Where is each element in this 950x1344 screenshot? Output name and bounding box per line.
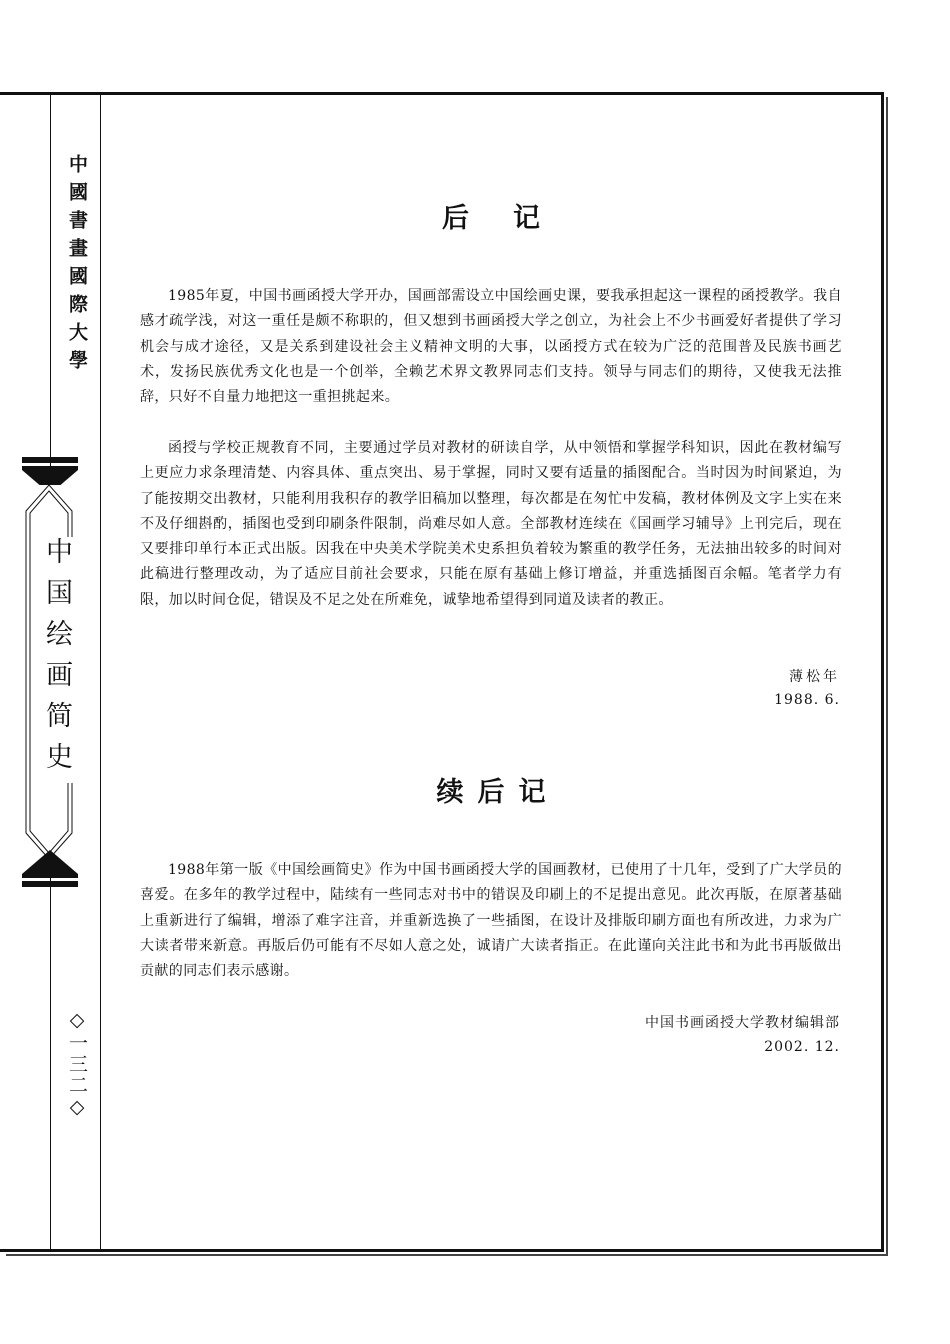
afterword-paragraph: 函授与学校正规教育不同，主要通过学员对教材的研读自学，从中领悟和掌握学科知识，因此在教材编写上更应力求条理清楚、内容具体、重点突出、易于掌握，同时又要有适量的插图配合。当时因为时间紧迫，为了能按期交出教材，只能利用我积存的教学旧稿加以整理，每次都是在匆忙中发稿，教材体例及文字上实在来不及仔细斟酌，插图也受到印刷条件限制，尚难尽如人意。全部教材连续在《国画学习辅导》上刊完后，现在又要排印单行本正式出版。因我在中央美术学院美术史系担负着较为繁重的教学任务，无法抽出较多的时间对此稿进行整理改动，为了适应目前社会要求，只能在原有基础上修订增益，并重选插图百余幅。笔者学力有限，加以时间仓促，错误及不足之处在所难免，诚挚地希望得到同道及读者的教正。 [140,440,842,608]
page-number: ◇一三二◇ [64,1005,91,1124]
frame-bottom-border [0,1249,884,1252]
frame-right-border [881,92,884,1252]
continued-afterword-paragraph: 1988年第一版《中国绘画简史》作为中国书画函授大学的国画教材，已使用了十几年，受到了广大学员的喜爱。在多年的教学过程中，陆续有一些同志对书中的错误及印刷上的不足提出意见。此次再版，在原著基础上重新进行了编辑，增添了难字注音，并重新选换了一些插图，在设计及排版印刷方面也有所改进，力求为广大读者带来新意。再版后仍可能有不尽如人意之处，诚请广大读者指正。在此谨向关注此书和为此书再版做出贡献的同志们表示感谢。 [140,862,842,980]
continued-afterword-title: 续后记 [436,777,560,808]
afterword-paragraph: 1985年夏，中国书画函授大学开办，国画部需设立中国绘画史课，要我承担起这一课程的函授教学。我自感才疏学浅，对这一重任是颇不称职的，但又想到书画函授大学之创立，为社会上不少书画爱好者提供了学习机会与成才途径，又是关系到建设社会主义精神文明的大事，以函授方式在较为广泛的范围普及民族书画艺术，发扬民族优秀文化也是一个创举，全赖艺术界文教界同志们支持。领导与同志们的期待，又使我无法推辞，只好不自量力地把这一重担挑起来。 [140,288,842,406]
book-title-vertical: 中国绘画简史 [37,537,76,783]
frame-top-border [0,92,884,95]
ornament-chevron-bottom [22,848,78,874]
frame-shadow-bottom [6,1254,888,1256]
afterword-author: 薄松年 [789,669,840,685]
afterword-date: 1988. 6. [774,692,840,708]
ornament-bar [22,457,78,463]
ornament-bar [22,881,78,887]
frame-shadow-right [886,97,888,1254]
continued-afterword-date: 2002. 12. [764,1039,840,1055]
spine-line-inner [100,92,101,1252]
afterword-title: 后记 [442,203,584,234]
ornament-bar [22,874,78,878]
continued-afterword-author: 中国书画函授大学教材编辑部 [645,1015,840,1031]
book-title-block [22,457,78,887]
university-name: 中國書畫國際大學 [64,150,91,382]
